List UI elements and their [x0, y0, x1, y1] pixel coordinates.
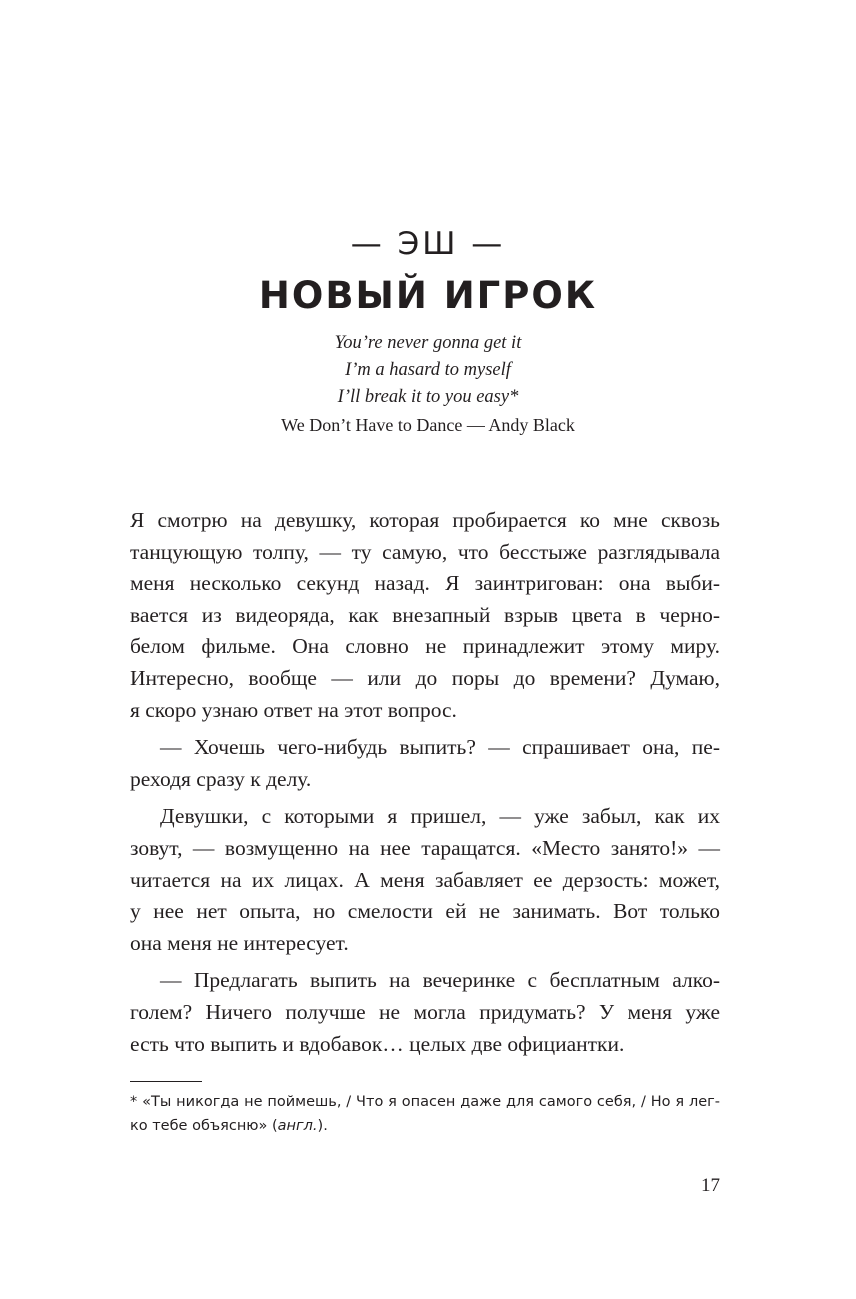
page-number: 17 [701, 1175, 720, 1196]
text-line: танцующую толпу, — ту самую, что бесстыже разглядывала [130, 539, 720, 564]
footnote-line: * «Ты никогда не поймешь, / Что я опасен даже для самого себя, / Но я лег- [130, 1094, 720, 1110]
text-line: — Хочешь чего-нибудь выпить? — спрашивает она, пе- [160, 735, 720, 760]
text-line: белом фильме. Она словно не принадлежит этому миру. [130, 634, 720, 659]
text-line: Интересно, вообще — или до поры до времени? Думаю, [130, 665, 720, 690]
text-line: — Предлагать выпить на вечеринке с бесплатным алко- [160, 968, 720, 993]
text-line: я скоро узнаю ответ на этот вопрос. [130, 697, 457, 722]
text-line: у нее нет опыта, но смелости ей не занимать. Вот только [130, 899, 720, 924]
text-line: читается на их лицах. А меня забавляет ее дерзость: может, [130, 867, 720, 892]
text-line: есть что выпить и вдобавок… целых две официантки. [130, 1031, 625, 1056]
footnote-text: ко тебе объясню» ( [130, 1118, 278, 1134]
epigraph-line: I’m a hasard to myself [345, 360, 511, 380]
text-line: реходя сразу к делу. [130, 766, 312, 791]
footnote-line [130, 1114, 720, 1138]
text-line: меня несколько секунд назад. Я заинтригован: она выби- [130, 571, 720, 596]
epigraph-source: We Don’t Have to Dance — Andy Black [281, 415, 575, 435]
body-text [130, 505, 720, 1066]
epigraph-line: You’re never gonna get it [334, 333, 522, 353]
chapter-label: — ЭШ — [350, 226, 506, 262]
text-line: голем? Ничего получше не могла придумать? У меня уже [130, 999, 720, 1024]
text-line: вается из видеоряда, как внезапный взрыв цвета в черно- [130, 602, 720, 627]
text-line: она меня не интересует. [130, 930, 349, 955]
paragraph [130, 965, 720, 1060]
paragraph [130, 505, 720, 726]
footnote-text-end: ). [317, 1118, 328, 1134]
footnote-language: англ. [277, 1118, 318, 1134]
epigraph [0, 330, 856, 439]
footnote-divider [130, 1081, 202, 1082]
epigraph-line: I’ll break it to you easy* [337, 387, 519, 407]
paragraph [130, 732, 720, 795]
footnote [130, 1090, 720, 1138]
text-line: зовут, — возмущенно на нее таращатся. «Место занято!» — [130, 835, 720, 860]
text-line: Я смотрю на девушку, которая пробирается ко мне сквозь [130, 508, 720, 532]
chapter-title: НОВЫЙ ИГРОК [258, 274, 598, 317]
text-line: Девушки, с которыми я пришел, — уже забыл, как их [160, 804, 720, 829]
paragraph [130, 801, 720, 959]
